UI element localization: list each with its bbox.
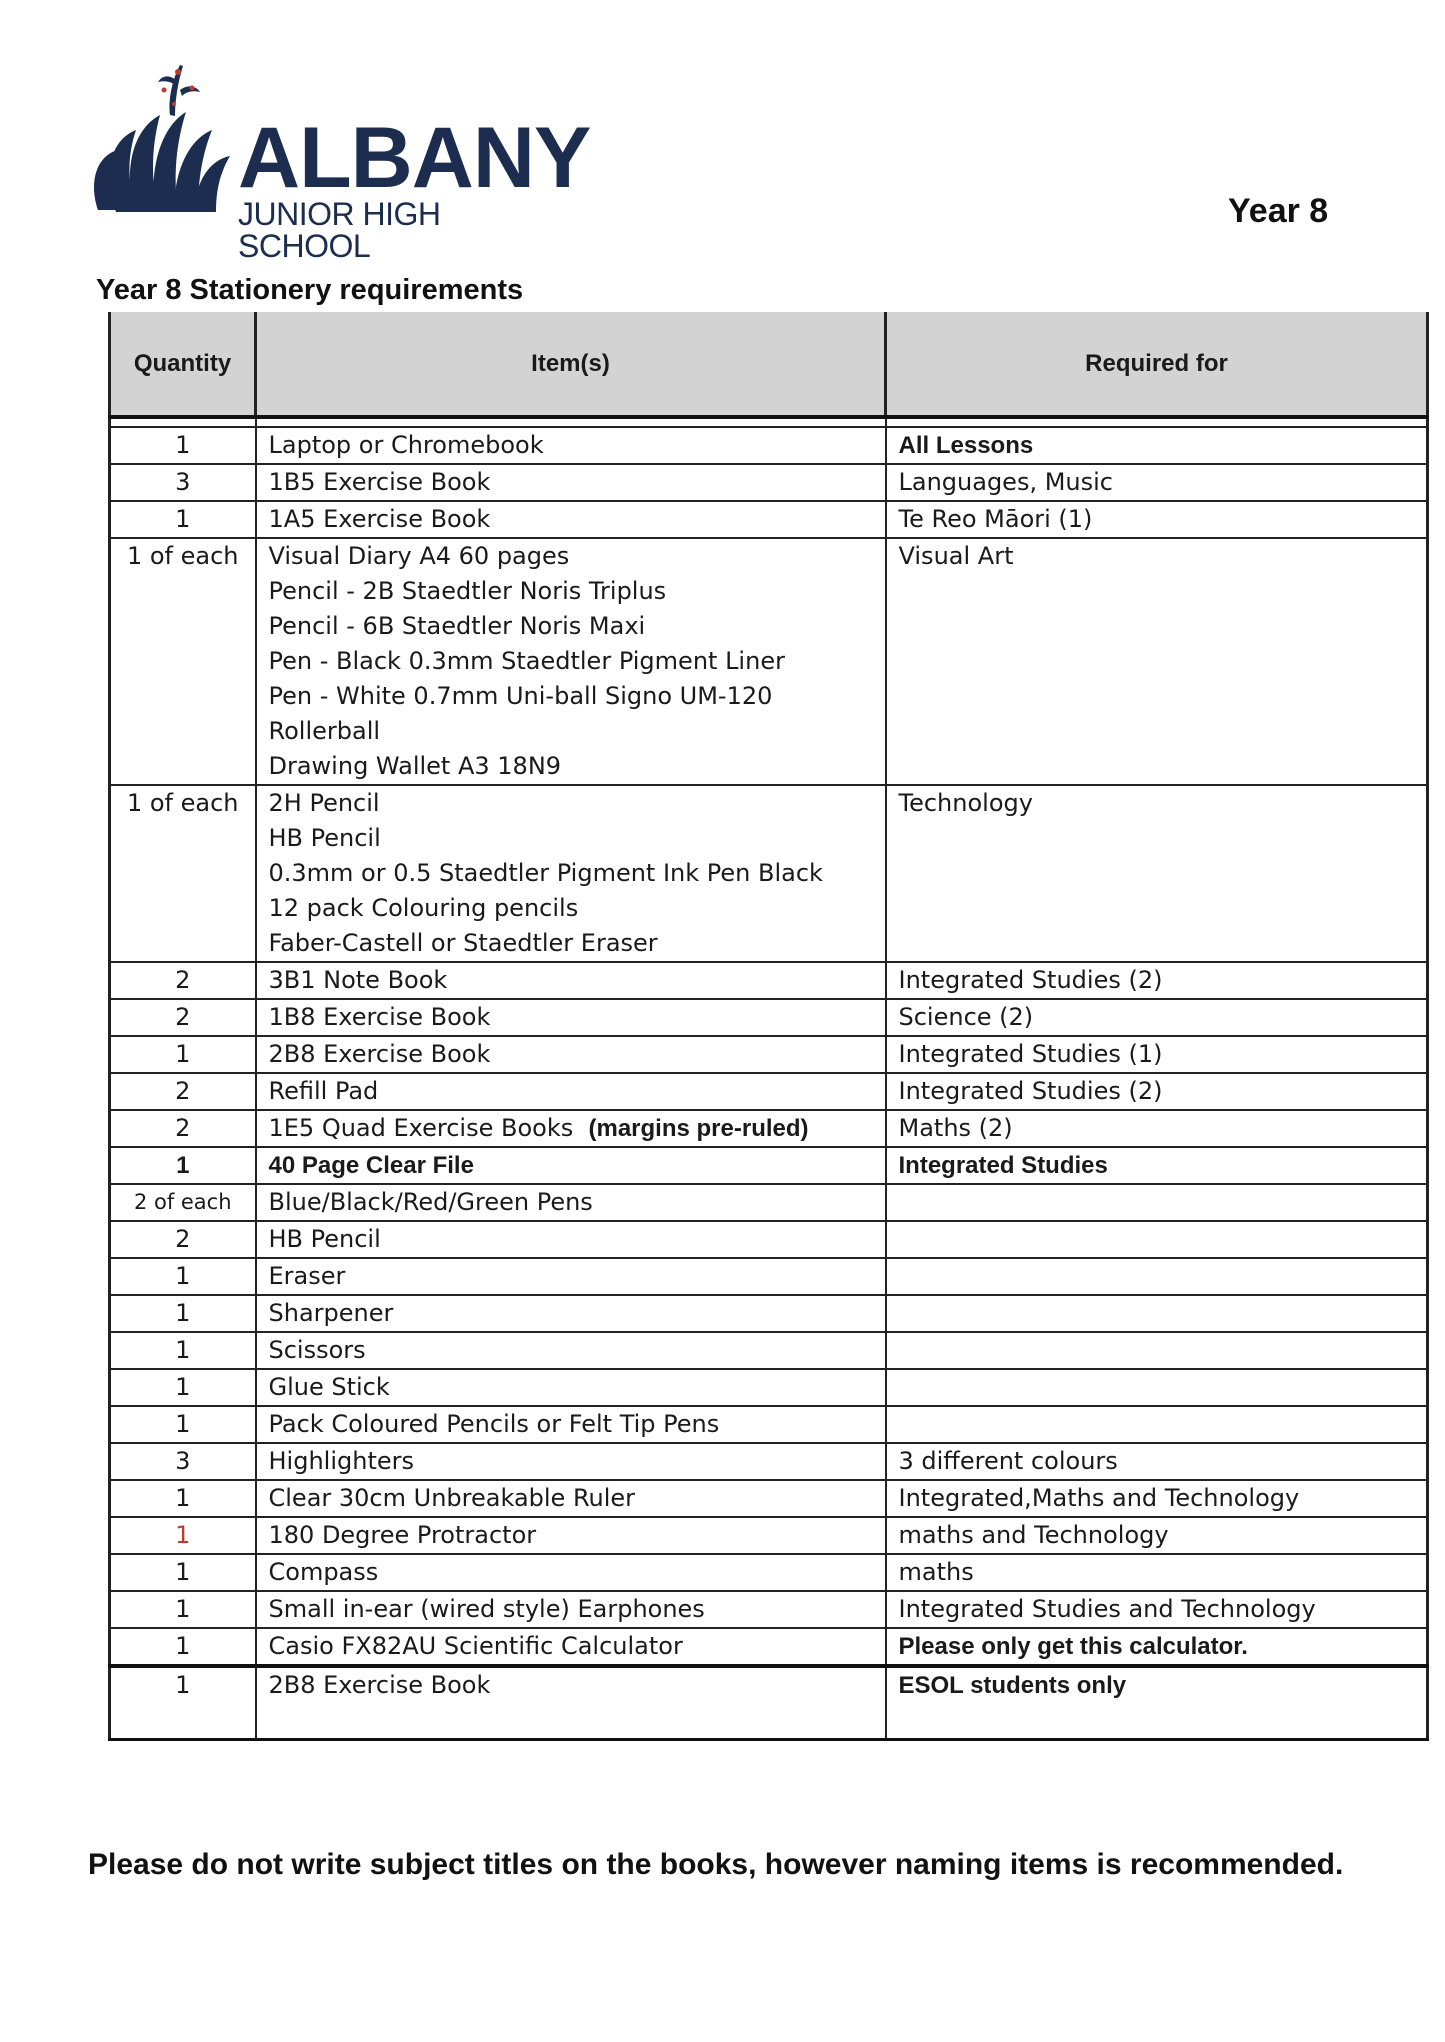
table-row	[110, 1073, 1428, 1110]
item-cell: Scissors	[256, 1332, 886, 1369]
table-row	[110, 1554, 1428, 1591]
quantity-cell: 1	[110, 1369, 256, 1406]
item-cell: Laptop or Chromebook	[256, 427, 886, 464]
column-header-quantity: Quantity	[110, 312, 256, 417]
item-line: Pen - White 0.7mm Uni-ball Signo UM-120 Rollerball	[268, 682, 773, 745]
required-for-cell: Integrated Studies (2)	[886, 1073, 1428, 1110]
item-cell: Casio FX82AU Scientific Calculator	[256, 1628, 886, 1666]
table-row	[110, 785, 1428, 962]
item-cell: Highlighters	[256, 1443, 886, 1480]
table-row	[110, 1369, 1428, 1406]
required-for-cell	[886, 1184, 1428, 1221]
quantity-cell: 1	[110, 1666, 256, 1740]
quantity-cell: 1	[110, 1554, 256, 1591]
item-cell: Small in-ear (wired style) Earphones	[256, 1591, 886, 1628]
table-row	[110, 999, 1428, 1036]
item-cell: HB Pencil	[256, 1221, 886, 1258]
required-for-cell: Integrated Studies (1)	[886, 1036, 1428, 1073]
item-cell	[256, 785, 886, 962]
item-line: HB Pencil	[268, 824, 381, 852]
item-cell: 1A5 Exercise Book	[256, 501, 886, 538]
quantity-cell: 1	[110, 1295, 256, 1332]
item-cell: 180 Degree Protractor	[256, 1517, 886, 1554]
item-cell	[256, 538, 886, 785]
item-line: 2H Pencil	[268, 789, 380, 817]
quantity-cell: 2 of each	[110, 1184, 256, 1221]
required-for-cell	[886, 1406, 1428, 1443]
quantity-cell: 3	[110, 464, 256, 501]
required-for-cell: maths and Technology	[886, 1517, 1428, 1554]
school-subtitle: JUNIOR HIGH SCHOOL	[238, 196, 441, 264]
required-for-cell: Maths (2)	[886, 1110, 1428, 1147]
table-row	[110, 1406, 1428, 1443]
quantity-cell: 1	[110, 1480, 256, 1517]
required-for-cell: Please only get this calculator.	[886, 1628, 1428, 1666]
page-title: Year 8 Stationery requirements	[96, 274, 524, 306]
item-line: 12 pack Colouring pencils	[268, 894, 579, 922]
item-cell: Compass	[256, 1554, 886, 1591]
item-line: Visual Diary A4 60 pages	[268, 542, 570, 570]
quantity-cell: 1	[110, 1332, 256, 1369]
item-cell: 40 Page Clear File	[256, 1147, 886, 1184]
required-for-cell	[886, 1221, 1428, 1258]
item-line: Faber-Castell or Staedtler Eraser	[268, 929, 658, 957]
table-row	[110, 1147, 1428, 1184]
quantity-cell: 1	[110, 1591, 256, 1628]
school-name: ALBANY	[238, 110, 591, 206]
required-for-cell: Te Reo Māori (1)	[886, 501, 1428, 538]
item-cell: Blue/Black/Red/Green Pens	[256, 1184, 886, 1221]
quantity-cell: 1	[110, 1406, 256, 1443]
table-row	[110, 427, 1428, 464]
footer-note: Please do not write subject titles on the books, however naming items is recommended.	[88, 1848, 1344, 1881]
table-spacer	[110, 417, 1428, 427]
required-for-cell: 3 different colours	[886, 1443, 1428, 1480]
table-row	[110, 1110, 1428, 1147]
required-for-cell: maths	[886, 1554, 1428, 1591]
quantity-cell: 2	[110, 1110, 256, 1147]
quantity-cell: 1 of each	[110, 785, 256, 962]
item-cell	[256, 1110, 886, 1147]
item-line: Pencil - 6B Staedtler Noris Maxi	[268, 612, 646, 640]
table-row	[110, 1184, 1428, 1221]
required-for-cell: Science (2)	[886, 999, 1428, 1036]
table-row	[110, 962, 1428, 999]
item-cell: 1B5 Exercise Book	[256, 464, 886, 501]
item-text: 1E5 Quad Exercise Books	[268, 1114, 574, 1142]
item-cell: 1B8 Exercise Book	[256, 999, 886, 1036]
table-row	[110, 1443, 1428, 1480]
stationery-table	[108, 312, 1429, 1741]
required-for-cell: ESOL students only	[886, 1666, 1428, 1740]
required-for-cell: Integrated Studies and Technology	[886, 1591, 1428, 1628]
item-cell: Clear 30cm Unbreakable Ruler	[256, 1480, 886, 1517]
required-for-cell: Technology	[886, 785, 1428, 962]
item-emphasis: (margins pre-ruled)	[588, 1115, 809, 1142]
quantity-cell: 1	[110, 1147, 256, 1184]
quantity-cell: 2	[110, 1073, 256, 1110]
table-row	[110, 538, 1428, 785]
table-row	[110, 1332, 1428, 1369]
quantity-cell: 1	[110, 501, 256, 538]
quantity-cell: 3	[110, 1443, 256, 1480]
table-row	[110, 1258, 1428, 1295]
required-for-cell	[886, 1258, 1428, 1295]
item-line: Drawing Wallet A3 18N9	[268, 752, 562, 780]
quantity-cell: 1	[110, 1036, 256, 1073]
required-for-cell: All Lessons	[886, 427, 1428, 464]
required-for-cell: Integrated Studies (2)	[886, 962, 1428, 999]
table-row	[110, 1295, 1428, 1332]
item-cell: 3B1 Note Book	[256, 962, 886, 999]
table-row	[110, 1628, 1428, 1666]
quantity-cell: 2	[110, 962, 256, 999]
item-line: Pencil - 2B Staedtler Noris Triplus	[268, 577, 667, 605]
column-header-items: Item(s)	[256, 312, 886, 417]
item-cell: Pack Coloured Pencils or Felt Tip Pens	[256, 1406, 886, 1443]
table-row	[110, 1480, 1428, 1517]
quantity-cell: 1	[110, 1628, 256, 1666]
column-header-required-for: Required for	[886, 312, 1428, 417]
school-logo	[88, 60, 591, 264]
required-for-cell: Integrated,Maths and Technology	[886, 1480, 1428, 1517]
table-row	[110, 1221, 1428, 1258]
item-line: Pen - Black 0.3mm Staedtler Pigment Liner	[268, 647, 785, 675]
quantity-cell: 1	[110, 1258, 256, 1295]
item-cell: Refill Pad	[256, 1073, 886, 1110]
table-row	[110, 1036, 1428, 1073]
flax-leaf-icon	[88, 60, 238, 236]
table-row	[110, 1591, 1428, 1628]
quantity-cell: 2	[110, 1221, 256, 1258]
table-header-row	[110, 312, 1428, 417]
required-for-cell	[886, 1295, 1428, 1332]
quantity-cell: 2	[110, 999, 256, 1036]
required-for-cell	[886, 1369, 1428, 1406]
item-cell: Sharpener	[256, 1295, 886, 1332]
item-cell: Eraser	[256, 1258, 886, 1295]
table-row	[110, 501, 1428, 538]
table-row	[110, 464, 1428, 501]
required-for-cell: Integrated Studies	[886, 1147, 1428, 1184]
item-line: 0.3mm or 0.5 Staedtler Pigment Ink Pen Black	[268, 859, 823, 887]
required-for-cell	[886, 1332, 1428, 1369]
quantity-cell: 1	[110, 1517, 256, 1554]
item-cell: 2B8 Exercise Book	[256, 1036, 886, 1073]
item-cell: 2B8 Exercise Book	[256, 1666, 886, 1740]
table-row	[110, 1517, 1428, 1554]
table-row	[110, 1666, 1428, 1740]
year-label: Year 8	[1228, 192, 1329, 230]
quantity-cell: 1 of each	[110, 538, 256, 785]
required-for-cell: Visual Art	[886, 538, 1428, 785]
required-for-cell: Languages, Music	[886, 464, 1428, 501]
item-cell: Glue Stick	[256, 1369, 886, 1406]
quantity-cell: 1	[110, 427, 256, 464]
